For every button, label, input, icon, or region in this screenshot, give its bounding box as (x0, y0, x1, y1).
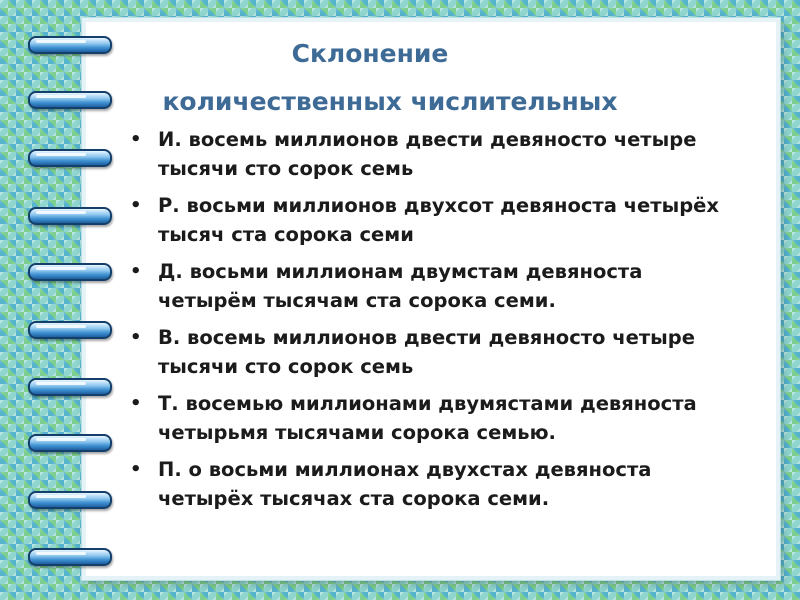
binding-ring-icon (28, 434, 112, 452)
slide-title-line2: количественных числительных (162, 87, 618, 116)
list-item (130, 191, 740, 249)
bullet-icon: • (130, 195, 142, 216)
binding-ring-icon (28, 91, 112, 109)
spiral-binding (0, 0, 130, 600)
case-text-instrumental: Т. восемью миллионами двумястами девяноста четырьмя тысячами сорока семью. (158, 392, 697, 444)
case-text-nominative: И. восемь миллионов двести девяносто четыре тысячи сто сорок семь (158, 128, 697, 180)
binding-ring-icon (28, 36, 112, 54)
list-item (130, 257, 740, 315)
list-item (130, 323, 740, 381)
bullet-icon: • (130, 261, 142, 282)
bullet-icon: • (130, 393, 142, 414)
bullet-icon: • (130, 129, 142, 150)
bullet-icon: • (130, 459, 142, 480)
binding-ring-icon (28, 491, 112, 509)
list-item (130, 125, 740, 183)
case-text-accusative: В. восемь миллионов двести девяносто четыре тысячи сто сорок семь (158, 326, 695, 378)
case-list (130, 125, 740, 521)
binding-ring-icon (28, 548, 112, 566)
binding-ring-icon (28, 207, 112, 225)
case-text-prepositional: П. о восьми миллионах двухстах девяноста четырёх тысячах ста сорока семи. (158, 458, 652, 510)
list-item (130, 455, 740, 513)
list-item (130, 389, 740, 447)
binding-ring-icon (28, 378, 112, 396)
binding-ring-icon (28, 321, 112, 339)
case-text-genitive: Р. восьми миллионов двухсот девяноста четырёх тысяч ста сорока семи (158, 194, 719, 246)
bullet-icon: • (130, 327, 142, 348)
binding-ring-icon (28, 149, 112, 167)
case-text-dative: Д. восьми миллионам двумстам девяноста четырём тысячам ста сорока семи. (158, 260, 643, 312)
binding-ring-icon (28, 263, 112, 281)
slide-title-line1: Склонение (291, 39, 449, 68)
